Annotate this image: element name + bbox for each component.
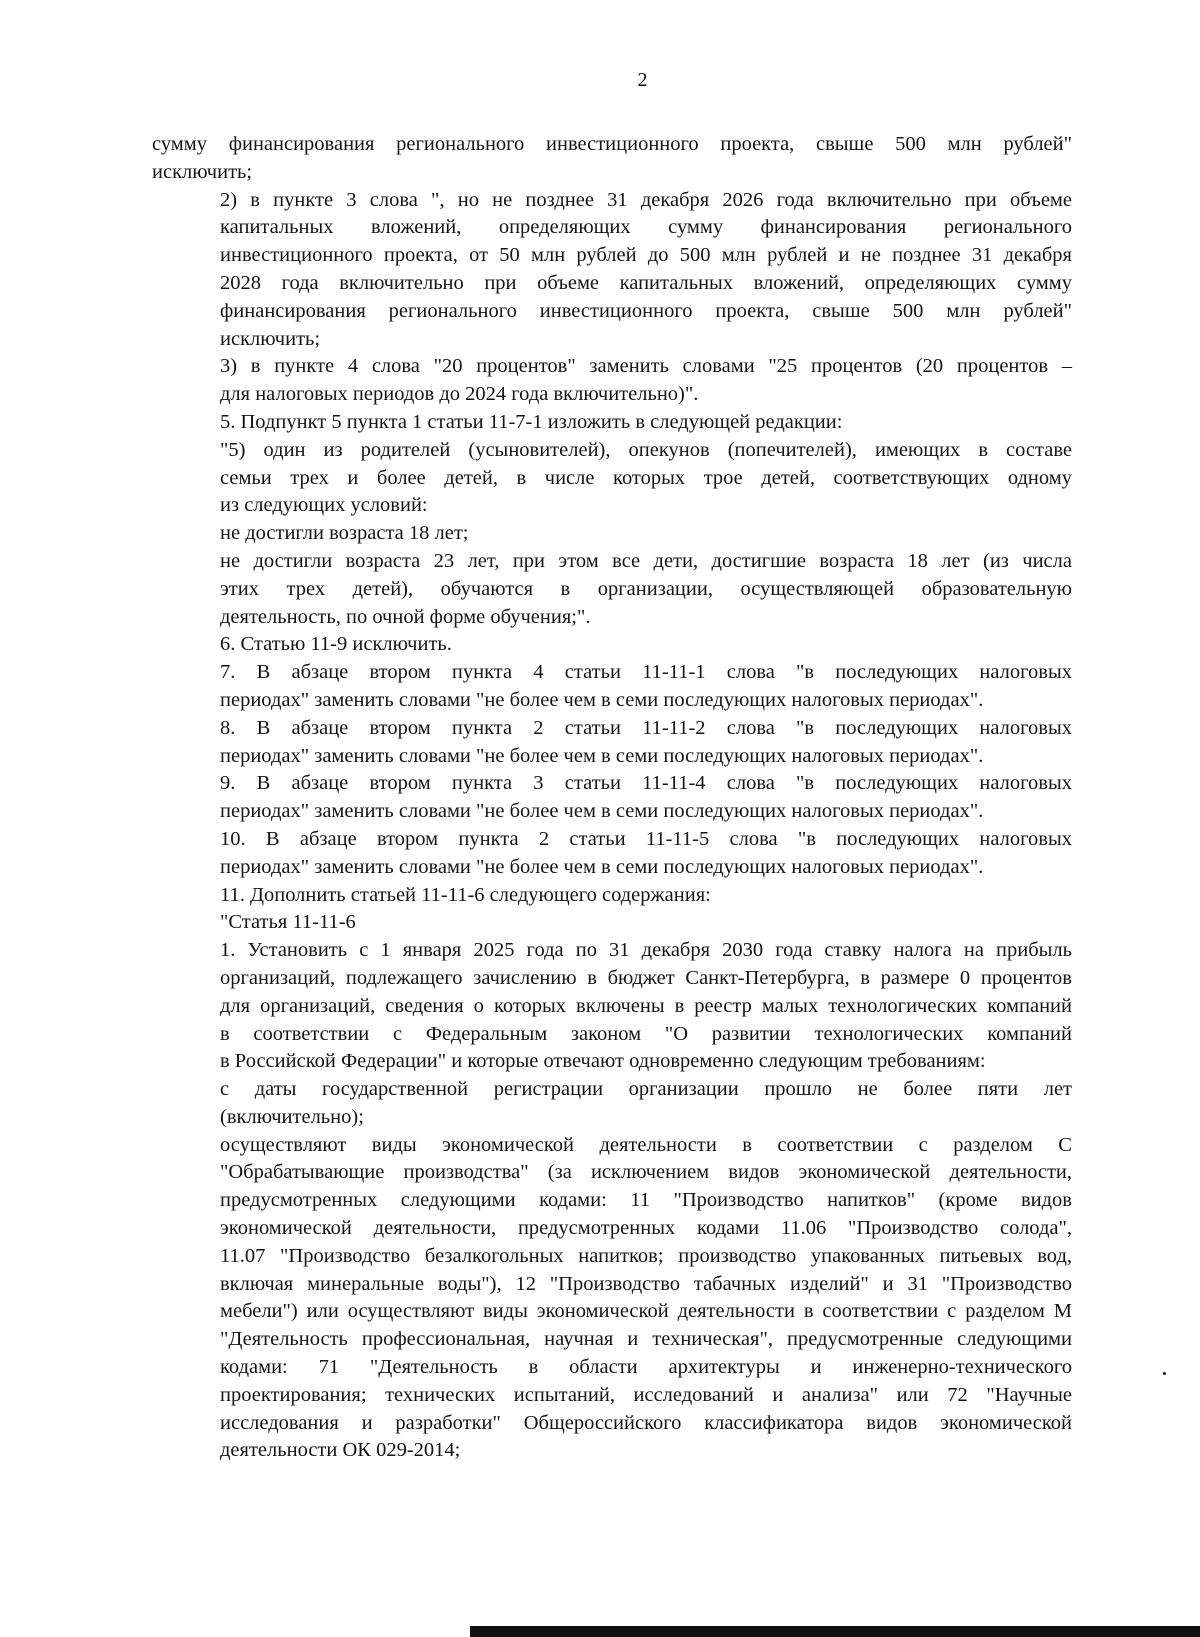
paragraph-line: из следующих условий: [220,494,428,517]
paragraph [152,548,1072,631]
paragraph [152,187,1072,354]
paragraph-line: 11.07 "Производство безалкогольных напитков; производство упакованных питьевых вод, [220,1244,1072,1267]
paragraph [152,1076,1072,1132]
paragraph-line: 3) в пункте 4 слова "20 процентов" заменить словами "25 процентов (20 процентов – [220,355,1072,378]
paragraph-line: 5. Подпункт 5 пункта 1 статьи 11-7-1 изложить в следующей редакции: [220,410,843,433]
paragraph [152,631,1072,659]
paragraph-line: периодах" заменить словами "не более чем в семи последующих налоговых периодах". [220,744,984,767]
paragraph-line: исключить; [220,327,321,350]
paragraph-line: "5) один из родителей (усыновителей), опекунов (попечителей), имеющих в составе [220,438,1072,461]
paragraph-line: 8. В абзаце втором пункта 2 статьи 11-11-2 слова "в последующих налоговых [220,716,1072,739]
document-body [152,131,1072,1465]
paragraph-line: не достигли возраста 23 лет, при этом все дети, достигшие возраста 18 лет (из числа [220,549,1072,572]
page-number: 2 [637,69,648,91]
paragraph [152,909,1072,937]
paragraph-line: предусмотренных следующими кодами: 11 "Производство напитков" (кроме видов [220,1189,1072,1212]
paragraph [152,826,1072,882]
paragraph-line: с даты государственной регистрации организации прошло не более пяти лет [220,1078,1072,1101]
paragraph-line: "Деятельность профессиональная, научная и техническая", предусмотренные следующими [220,1328,1072,1351]
paragraph-line: периодах" заменить словами "не более чем в семи последующих налоговых периодах". [220,855,984,878]
paragraph-line: инвестиционного проекта, от 50 млн рублей до 500 млн рублей и не позднее 31 декабря [220,244,1072,267]
paragraph [152,882,1072,910]
paragraph-line: в соответствии с Федеральным законом "О развитии технологических компаний [220,1022,1072,1045]
paragraph-line: для налоговых периодов до 2024 года включительно)". [220,383,699,406]
paragraph-line: (включительно); [220,1105,364,1128]
paragraph-line: периодах" заменить словами "не более чем в семи последующих налоговых периодах". [220,688,984,711]
paragraph-line: осуществляют виды экономической деятельности в соответствии с разделом С [220,1133,1072,1156]
paragraph [152,353,1072,409]
paragraph [152,715,1072,771]
paragraph-line: этих трех детей), обучаются в организации, осуществляющей образовательную [220,577,1072,600]
scan-speck [1163,1372,1166,1375]
paragraph-line: финансирования регионального инвестиционного проекта, свыше 500 млн рублей" [220,299,1072,322]
paragraph-line: экономической деятельности, предусмотренных кодами 11.06 "Производство солода", [220,1217,1072,1240]
scan-bottom-edge [470,1626,1200,1637]
paragraph-line: "Обрабатывающие производства" (за исключением видов экономической деятельности, [220,1161,1072,1184]
paragraph-line: деятельности ОК 029-2014; [220,1439,461,1462]
paragraph-line: исследования и разработки" Общероссийского классификатора видов экономической [220,1411,1072,1434]
paragraph-line: включая минеральные воды"), 12 "Производство табачных изделий" и 31 "Производство [220,1272,1072,1295]
paragraph [152,1132,1072,1466]
paragraph-line: "Статья 11-11-6 [220,911,356,934]
paragraph-line: не достигли возраста 18 лет; [220,522,469,545]
paragraph-line: 2) в пункте 3 слова ", но не позднее 31 декабря 2026 года включительно при объеме [220,188,1072,211]
paragraph-line: проектирования; технических испытаний, исследований и анализа" или 72 "Научные [220,1383,1072,1406]
paragraph-line: деятельность, по очной форме обучения;". [220,605,591,628]
paragraph [152,937,1072,1076]
paragraph [152,409,1072,437]
paragraph [152,659,1072,715]
paragraph-line: семьи трех и более детей, в числе которых трое детей, соответствующих одному [220,466,1072,489]
paragraph-line: организаций, подлежащего зачислению в бюджет Санкт-Петербурга, в размере 0 процентов [220,966,1072,989]
paragraph-line: исключить; [152,160,253,183]
paragraph [152,131,1072,187]
paragraph-line: 10. В абзаце втором пункта 2 статьи 11-11-5 слова "в последующих налоговых [220,827,1072,850]
paragraph-line: капитальных вложений, определяющих сумму финансирования регионального [220,216,1072,239]
paragraph-line: для организаций, сведения о которых включены в реестр малых технологических компаний [220,994,1072,1017]
paragraph-line: 1. Установить с 1 января 2025 года по 31 декабря 2030 года ставку налога на прибыль [220,939,1072,962]
paragraph-line: периодах" заменить словами "не более чем в семи последующих налоговых периодах". [220,800,984,823]
paragraph-line: 11. Дополнить статьей 11-11-6 следующего содержания: [220,883,711,906]
paragraph [152,770,1072,826]
paragraph-line: 6. Статью 11-9 исключить. [220,633,452,656]
paragraph-line: кодами: 71 "Деятельность в области архитектуры и инженерно-технического [220,1356,1072,1379]
paragraph-line: мебели") или осуществляют виды экономической деятельности в соответствии с разделом М [220,1300,1072,1323]
paragraph-line: 7. В абзаце втором пункта 4 статьи 11-11-1 слова "в последующих налоговых [220,661,1072,684]
paragraph [152,520,1072,548]
paragraph-line: в Российской Федерации" и которые отвечают одновременно следующим требованиям: [220,1050,986,1073]
paragraph [152,437,1072,520]
paragraph-line: 2028 года включительно при объеме капитальных вложений, определяющих сумму [220,271,1072,294]
paragraph-line: 9. В абзаце втором пункта 3 статьи 11-11-4 слова "в последующих налоговых [220,772,1072,795]
paragraph-line: сумму финансирования регионального инвестиционного проекта, свыше 500 млн рублей" [152,133,1072,155]
